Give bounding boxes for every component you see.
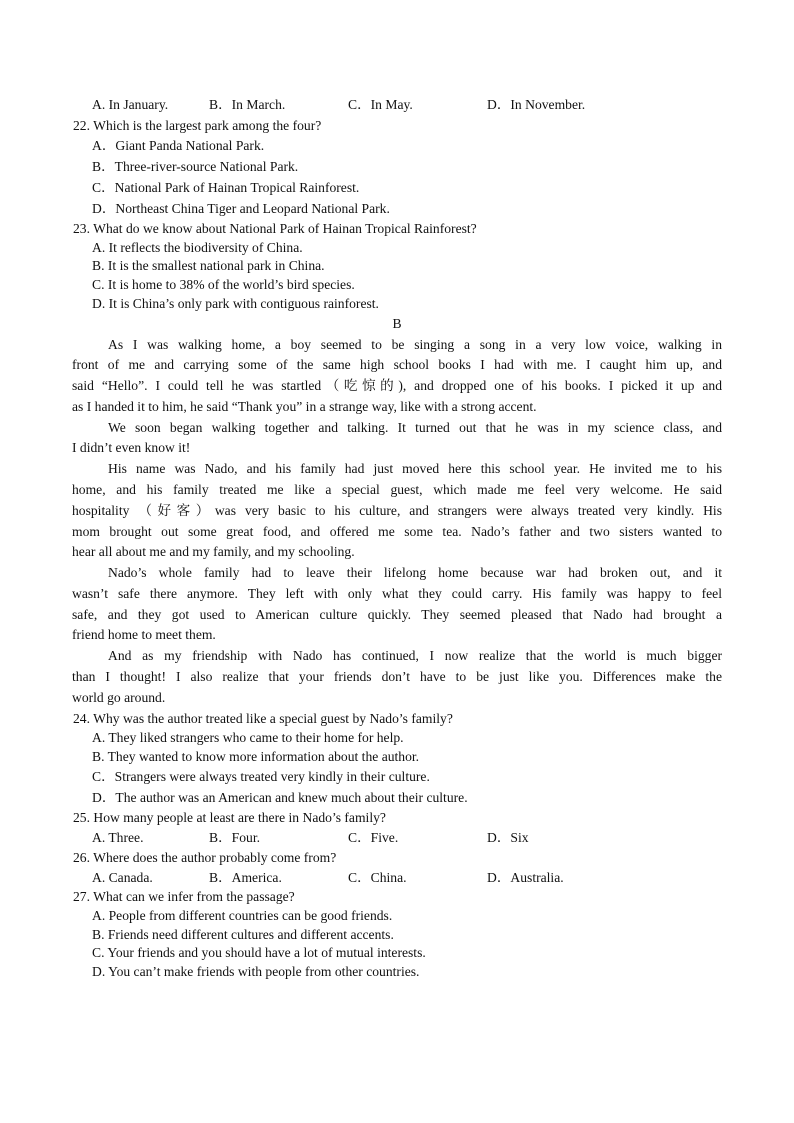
q23-option-c-text: C. It is home to 38% of the world’s bird species.	[92, 277, 355, 292]
q22-stem	[0, 116, 794, 136]
q22-option-c	[0, 178, 794, 198]
q21-option-c: C．In May.	[348, 97, 413, 112]
q24-option-a-text: A. They liked strangers who came to their home for help.	[92, 730, 404, 745]
passage-line: friend home to meet them.	[72, 627, 216, 642]
passage-line: safe, and they got used to American culture quickly. They seemed pleased that Nado had brought a	[72, 607, 722, 622]
q25-stem	[0, 808, 794, 828]
q26-stem-text: 26. Where does the author probably come from?	[73, 850, 337, 865]
q21-options	[0, 95, 794, 115]
q25-option-b: B．Four.	[209, 830, 260, 845]
q24-option-b-text: B. They wanted to know more information about the author.	[92, 749, 420, 764]
passage-line: home, and his family treated me like a special guest, which made me feel very welcome. He said	[72, 482, 722, 497]
q22-option-a	[0, 136, 794, 156]
q26-option-c: C．China.	[348, 870, 407, 885]
q27-option-d	[0, 962, 794, 982]
q23-option-c	[0, 275, 794, 295]
q27-option-d-text: D. You can’t make friends with people from other countries.	[92, 964, 420, 979]
q27-option-a-text: A. People from different countries can be good friends.	[92, 908, 393, 923]
q23-option-b-text: B. It is the smallest national park in China.	[92, 258, 325, 273]
passage-line: We soon began walking together and talking. It turned out that he was in my science class, and	[108, 420, 722, 435]
q26-stem	[0, 848, 794, 868]
passage-line: as I handed it to him, he said “Thank you” in a strange way, like with a strong accent.	[72, 399, 537, 414]
q23-stem-text: 23. What do we know about National Park of Hainan Tropical Rainforest?	[73, 221, 477, 236]
q24-option-d-text: D．The author was an American and knew much about their culture.	[92, 790, 468, 805]
passage-line: I didn’t even know it!	[72, 440, 191, 455]
q25-option-d: D．Six	[487, 830, 529, 845]
q25-option-a: A. Three.	[92, 830, 144, 845]
q26-option-a: A. Canada.	[92, 870, 153, 885]
q23-stem	[0, 219, 794, 239]
q22-option-d	[0, 199, 794, 219]
q25-options	[0, 828, 794, 848]
q26-options	[0, 868, 794, 888]
q24-option-a	[0, 728, 794, 748]
q24-stem-text: 24. Why was the author treated like a special guest by Nado’s family?	[73, 711, 453, 726]
passage-line: As I was walking home, a boy seemed to be singing a song in a very low voice, walking in	[108, 337, 722, 352]
passage-line: And as my friendship with Nado has continued, I now realize that the world is much bigger	[108, 648, 722, 663]
q26-option-b: B．America.	[209, 870, 282, 885]
q22-option-c-text: C．National Park of Hainan Tropical Rainforest.	[92, 180, 360, 195]
passage-line: said “Hello”. I could tell he was startled（吃惊的), and dropped one of his books. I picked it up and	[72, 378, 722, 393]
q24-option-d	[0, 788, 794, 808]
q21-option-a: A. In January.	[92, 97, 169, 112]
q27-option-b-text: B. Friends need different cultures and different accents.	[92, 927, 394, 942]
q27-option-a	[0, 906, 794, 926]
section-b-title: B	[392, 316, 402, 331]
passage-line: Nado’s whole family had to leave their lifelong home because war had broken out, and it	[108, 565, 722, 580]
q21-option-b: B．In March.	[209, 97, 286, 112]
passage-line: wasn’t safe there anymore. They left with only what they could carry. His family was happy to feel	[72, 586, 722, 601]
q24-option-c-text: C．Strangers were always treated very kindly in their culture.	[92, 769, 430, 784]
q25-stem-text: 25. How many people at least are there in Nado’s family?	[73, 810, 386, 825]
q24-option-c	[0, 767, 794, 787]
q22-option-b-text: B．Three-river-source National Park.	[92, 159, 299, 174]
passage-line: than I thought! I also realize that your friends don’t have to be just like you. Differences make the	[72, 669, 722, 684]
q22-option-a-text: A．Giant Panda National Park.	[92, 138, 265, 153]
q27-stem-text: 27. What can we infer from the passage?	[73, 889, 295, 904]
q27-option-c	[0, 943, 794, 963]
q23-option-b	[0, 256, 794, 276]
q27-option-b	[0, 925, 794, 945]
passage-line: mom brought out some great food, and offered me some tea. Nado’s father and two sisters wanted to	[72, 524, 722, 539]
q23-option-d-text: D. It is China’s only park with contiguous rainforest.	[92, 296, 379, 311]
q23-option-a-text: A. It reflects the biodiversity of China.	[92, 240, 303, 255]
q23-option-d	[0, 294, 794, 314]
q22-option-d-text: D．Northeast China Tiger and Leopard National Park.	[92, 201, 390, 216]
q21-option-d: D．In November.	[487, 97, 586, 112]
q27-stem	[0, 887, 794, 907]
passage-line: hear all about me and my family, and my schooling.	[72, 544, 355, 559]
q22-stem-text: 22. Which is the largest park among the four?	[73, 118, 322, 133]
q22-option-b	[0, 157, 794, 177]
passage-line: hospitality （好客）was very basic to his culture, and strangers were always treated very kindly. His	[72, 503, 722, 518]
q26-option-d: D．Australia.	[487, 870, 564, 885]
passage-line: world go around.	[72, 690, 166, 705]
q25-option-c: C．Five.	[348, 830, 399, 845]
passage-line: front of me and carrying some of the same high school books I had with me. I caught him up, and	[72, 357, 722, 372]
q24-option-b	[0, 747, 794, 767]
q23-option-a	[0, 238, 794, 258]
q24-stem	[0, 709, 794, 729]
passage-line: His name was Nado, and his family had just moved here this school year. He invited me to his	[108, 461, 722, 476]
q27-option-c-text: C. Your friends and you should have a lot of mutual interests.	[92, 945, 426, 960]
